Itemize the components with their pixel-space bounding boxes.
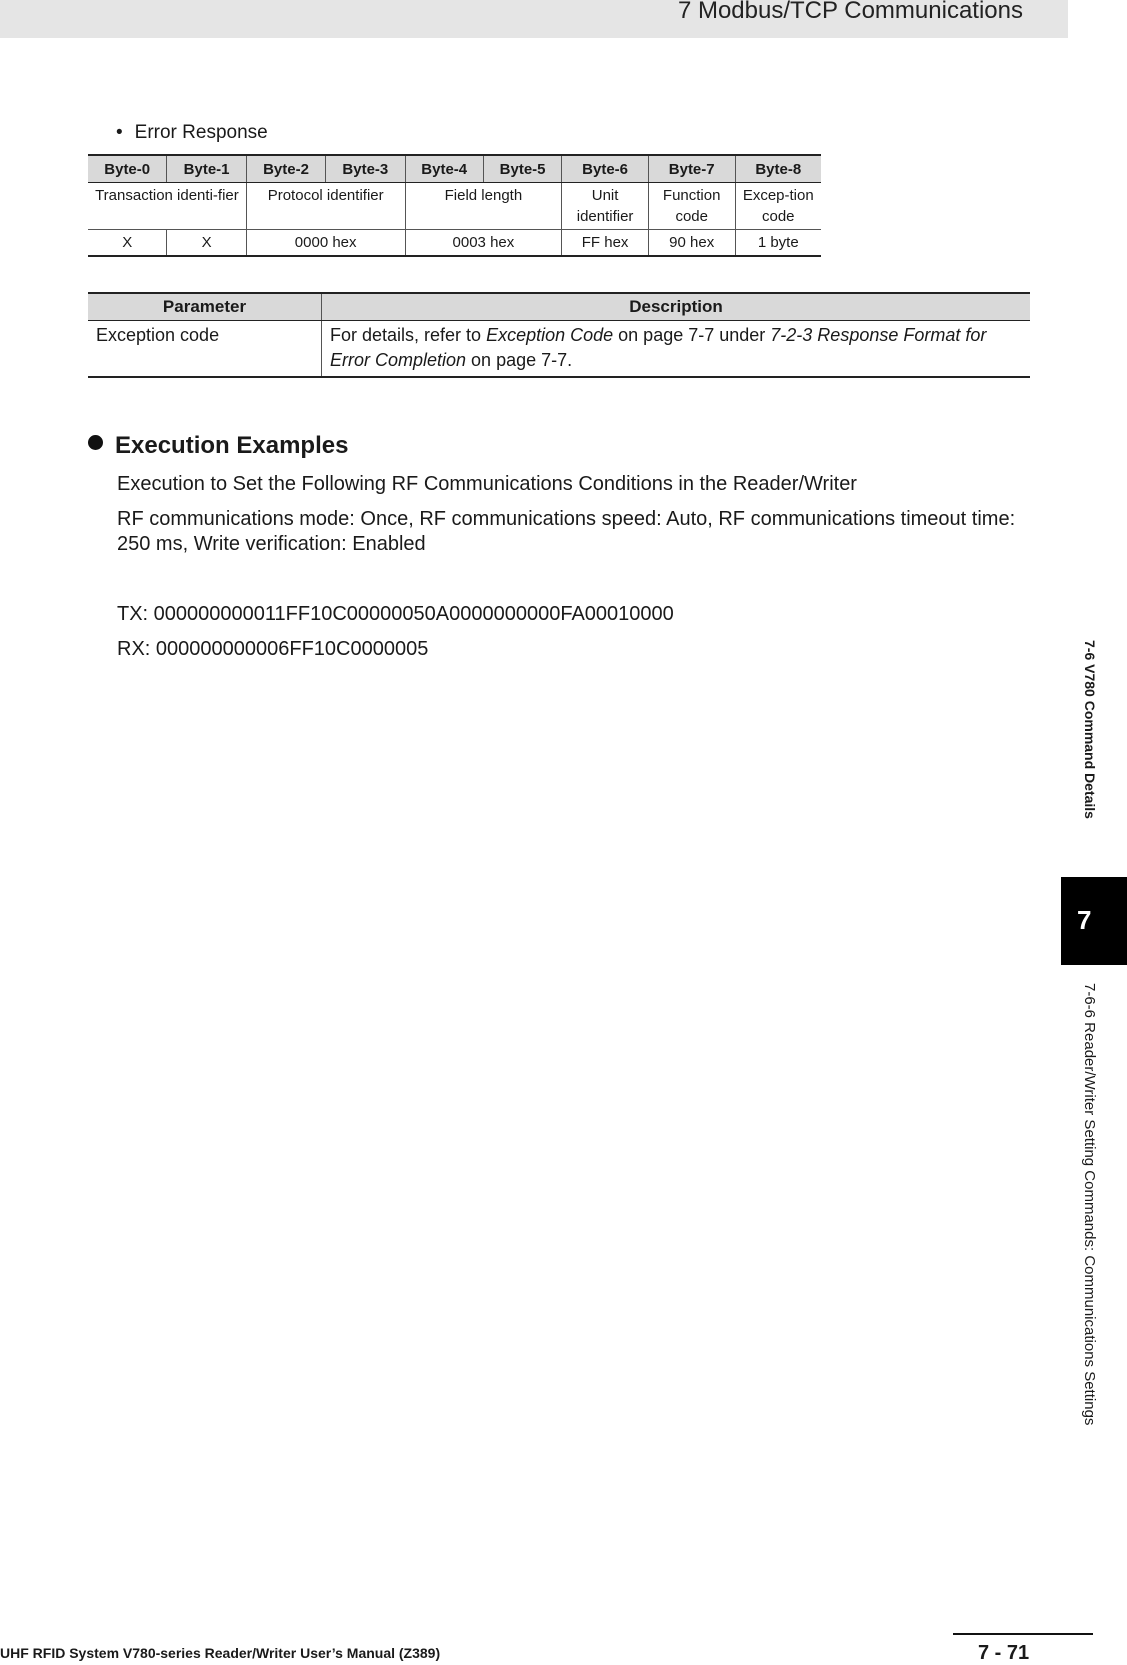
frame-header-cell: Byte-5 [483,155,561,183]
error-response-bullet [116,122,268,144]
description-header: Description [322,293,1031,321]
frame-header-cell: Byte-4 [405,155,483,183]
frame-value-cell: X [167,230,246,257]
frame-value-cell: X [88,230,167,257]
frame-header-row [88,155,821,183]
frame-header-cell: Byte-7 [648,155,735,183]
frame-value-cell: 1 byte [735,230,821,257]
description-cell [322,321,1031,378]
error-response-label: Error Response [134,122,268,143]
page-number: 7 - 71 [978,1642,1030,1664]
description-text: on page 7-7. [466,350,573,370]
section-heading [88,432,348,460]
frame-header-cell: Byte-2 [246,155,325,183]
chapter-title: 7 Modbus/TCP Communications [677,0,1023,24]
footer-manual-title: UHF RFID System V780-series Reader/Writer User’s Manual (Z389) [0,1645,441,1661]
header-bar [0,0,1068,38]
parameter-cell: Exception code [88,321,322,378]
frame-value-row [88,230,821,257]
response-format-reference: 7-2-3 Response Format for Error Completion [330,325,987,370]
frame-value-cell: 0000 hex [246,230,405,257]
side-section-label [1076,640,1098,850]
bullet-marker: • [116,122,123,143]
frame-header-cell: Byte-3 [326,155,405,183]
parameter-row [88,321,1030,378]
filled-circle-icon [88,435,103,450]
frame-description-cell: Excep-tion code [735,183,821,230]
error-response-frame-table [88,154,821,257]
frame-header-cell: Byte-8 [735,155,821,183]
frame-description-cell: Function code [648,183,735,230]
frame-header-cell: Byte-0 [88,155,167,183]
section-heading-text: Execution Examples [115,432,349,459]
side-section-text: 7-6 V780 Command Details [1082,640,1098,819]
chapter-tab [1061,877,1127,965]
exception-code-reference: Exception Code [486,325,614,345]
tx-frame: TX: 000000000011FF10C00000050A0000000000FA00010000 [117,603,674,625]
frame-value-cell: FF hex [562,230,649,257]
frame-description-cell: Protocol identifier [246,183,405,230]
frame-description-cell: Transaction identi-fier [88,183,246,230]
parameter-header-row [88,293,1030,321]
side-subsection-label [1076,983,1098,1483]
execution-conditions: RF communications mode: Once, RF communications speed: Auto, RF communications timeout time: 250 ms, Write verification: Enabled [117,508,1016,555]
side-subsection-text: 7-6-6 Reader/Writer Setting Commands: Communications Settings [1081,983,1098,1426]
frame-value-cell: 90 hex [648,230,735,257]
execution-intro: Execution to Set the Following RF Communications Conditions in the Reader/Writer [117,473,857,495]
frame-description-cell: Unit identifier [562,183,649,230]
frame-description-row [88,183,821,230]
description-text: on page 7-7 under [613,325,771,345]
parameter-header: Parameter [88,293,322,321]
frame-description-cell: Field length [405,183,562,230]
chapter-number: 7 [1077,905,1092,935]
frame-value-cell: 0003 hex [405,230,562,257]
description-text: For details, refer to [330,325,487,345]
footer-rule [953,1633,1093,1635]
parameter-table [88,292,1030,378]
rx-frame: RX: 000000000006FF10C0000005 [117,638,429,660]
frame-header-cell: Byte-1 [167,155,246,183]
frame-header-cell: Byte-6 [562,155,649,183]
